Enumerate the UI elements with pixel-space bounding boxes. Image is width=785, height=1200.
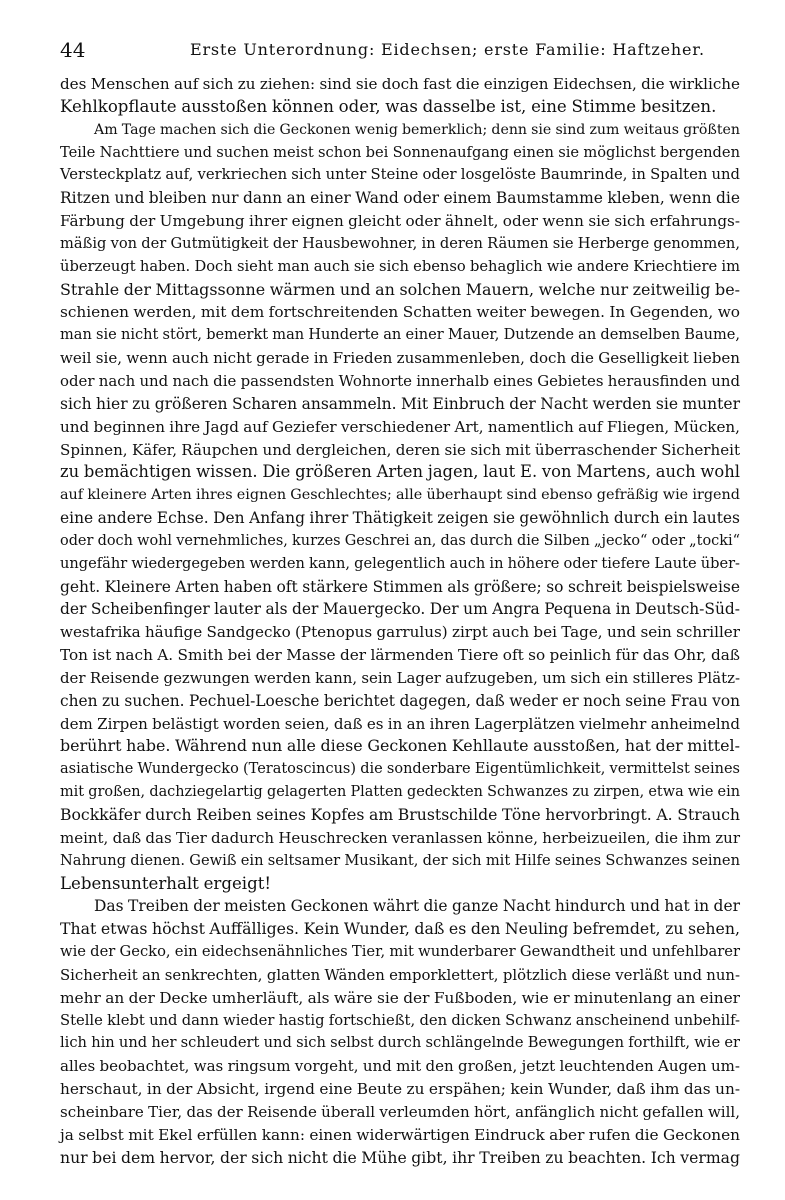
text-line: mehr an der Decke umherläuft, als wäre sie der Fußboden, wie er minutenlang an einer [60,988,740,1007]
text-line: chen zu suchen. Pechuel-Loesche berichtet dagegen, daß weder er noch seine Frau von [60,691,740,710]
text-line: Spinnen, Käfer, Räupchen und dergleichen, deren sie sich mit überraschender Sicherheit [60,440,740,459]
text-line: mäßig von der Gutmütigkeit der Hausbewohner, in deren Räumen sie Herberge genommen, [60,234,740,252]
text-line: des Menschen auf sich zu ziehen: sind sie doch fast die einzigen Eidechsen, die wirkliche [60,75,740,93]
text-line: schienen werden, mit dem fortschreitenden Schatten weiter bewegen. In Gegenden, wo [60,303,740,322]
text-line: Kehlkopflaute ausstoßen können oder, was dasselbe ist, eine Stimme besitzen. [60,96,717,116]
page-header [60,38,740,64]
text-line: auf kleinere Arten ihres eignen Geschlechtes; alle überhaupt sind ebenso gefräßig wie irgend [60,487,740,504]
text-line: asiatische Wundergecko (Teratoscincus) die sonderbare Eigentümlichkeit, vermittelst seines [60,761,740,778]
text-line: Stelle klebt und dann wieder hastig fortschießt, den dicken Schwanz anscheinend unbehilf- [60,1011,740,1029]
text-line: weil sie, wenn auch nicht gerade in Frieden zusammenleben, doch die Geselligkeit lieben [60,349,740,368]
text-line: der Scheibenfinger lauter als der Mauergecko. Der um Angra Pequena in Deutsch-Süd- [60,600,740,619]
text-line: Teile Nachttiere und suchen meist schon bei Sonnenaufgang einen sie möglichst bergenden [60,143,740,161]
text-line: berührt habe. Während nun alle diese Geckonen Kehllaute ausstoßen, hat der mittel- [60,736,740,756]
text-line: Sicherheit an senkrechten, glatten Wänden emporklettert, plötzlich diese verläßt und nun- [60,965,740,984]
text-line: zu bemächtigen wissen. Die größeren Arten jagen, laut E. von Martens, auch wohl [60,462,740,482]
text-line: Ritzen und bleiben nur dann an einer Wand oder einem Baumstamme kleben, wenn die [60,189,740,208]
text-line: scheinbare Tier, das der Reisende überall verleumden hört, anfänglich nicht gefallen will, [60,1102,740,1121]
text-line: That etwas höchst Auffälliges. Kein Wunder, daß es den Neuling befremdet, zu sehen, [60,919,740,939]
text-line: nur bei dem hervor, der sich nicht die Mühe gibt, ihr Treiben zu beachten. Ich vermag [60,1147,740,1167]
text-line: Ton ist nach A. Smith bei der Masse der lärmenden Tiere oft so peinlich für das Ohr, daß [60,646,740,665]
text-line: überzeugt haben. Doch sieht man auch sie sich ebenso behaglich wie andere Kriechtiere im [60,257,740,275]
text-line: geht. Kleinere Arten haben oft stärkere Stimmen als größere; so schreit beispielsweise [60,577,740,596]
text-line: man sie nicht stört, bemerkt man Hunderte an einer Mauer, Dutzende an demselben Baume, [60,327,740,344]
text-line: westafrika häufige Sandgecko (Ptenopus garrulus) zirpt auch bei Tage, und sein schriller [60,623,740,642]
text-line: mit großen, dachziegelartig gelagerten Platten gedeckten Schwanzes zu zirpen, etwa wie ein [60,784,740,801]
text-line: Lebensunterhalt ergeigt! [60,873,272,893]
text-line: herschaut, in der Absicht, irgend eine Beute zu erspähen; kein Wunder, daß ihm das un- [60,1080,740,1099]
body-text [60,73,740,1170]
text-line: eine andere Echse. Den Anfang ihrer Thätigkeit zeigen sie gewöhnlich durch ein lautes [60,509,740,528]
text-line: Versteckplatz auf, verkriechen sich unter Steine oder losgelöste Baumrinde, in Spalten und [60,166,740,184]
text-line: ungefähr wiedergegeben werden kann, gelegentlich auch in höhere oder tiefere Laute über- [60,554,740,572]
text-line: lich hin und her schleudert und sich selbst durch schlängelnde Bewegungen forthilft, wie er [60,1034,740,1052]
text-line: Am Tage machen sich die Geckonen wenig bemerklich; denn sie sind zum weitaus größten [94,121,740,138]
text-line: wie der Gecko, ein eidechsenähnliches Tier, mit wunderbarer Gewandtheit und unfehlbarer [60,943,740,961]
text-line: ja selbst mit Ekel erfüllen kann: einen widerwärtigen Eindruck aber rufen die Geckonen [60,1125,740,1144]
text-line: der Reisende gezwungen werden kann, sein Lager aufzugeben, um sich ein stilleres Plätz- [60,668,740,687]
text-line: Bockkäfer durch Reiben seines Kopfes am Brustschilde Töne hervorbringt. A. Strauch [60,805,740,824]
text-line: dem Zirpen belästigt worden seien, daß es in an ihren Lagerplätzen vielmehr anheimelnd [60,714,740,733]
text-line: Nahrung dienen. Gewiß ein seltsamer Musikant, der sich mit Hilfe seines Schwanzes seinen [60,851,740,869]
text-line: alles beobachtet, was ringsum vorgeht, und mit den großen, jetzt leuchtenden Augen um- [60,1057,740,1076]
text-line: oder doch wohl vernehmliches, kurzes Geschrei an, das durch die Silben „jecko“ oder „tocki“ [60,532,740,549]
text-line: oder nach und nach die passendsten Wohnorte innerhalb eines Gebietes herausfinden und [60,371,740,390]
running-head: Erste Unterordnung: Eidechsen; erste Familie: Haftzeher. [190,40,705,59]
text-line: und beginnen ihre Jagd auf Geziefer verschiedener Art, namentlich auf Fliegen, Mücken, [60,417,740,436]
page-number: 44 [60,38,86,62]
text-line: Färbung der Umgebung ihrer eignen gleicht oder ähnelt, oder wenn sie sich erfahrungs- [60,212,740,231]
text-line: Das Treiben der meisten Geckonen währt die ganze Nacht hindurch und hat in der [94,897,740,916]
text-line: meint, daß das Tier dadurch Heuschrecken veranlassen könne, herbeizueilen, die ihm zur [60,828,740,847]
text-line: sich hier zu größeren Scharen ansammeln. Mit Einbruch der Nacht werden sie munter [60,394,740,413]
text-line: Strahle der Mittagssonne wärmen und an solchen Mauern, welche nur zeitweilig be- [60,279,740,299]
